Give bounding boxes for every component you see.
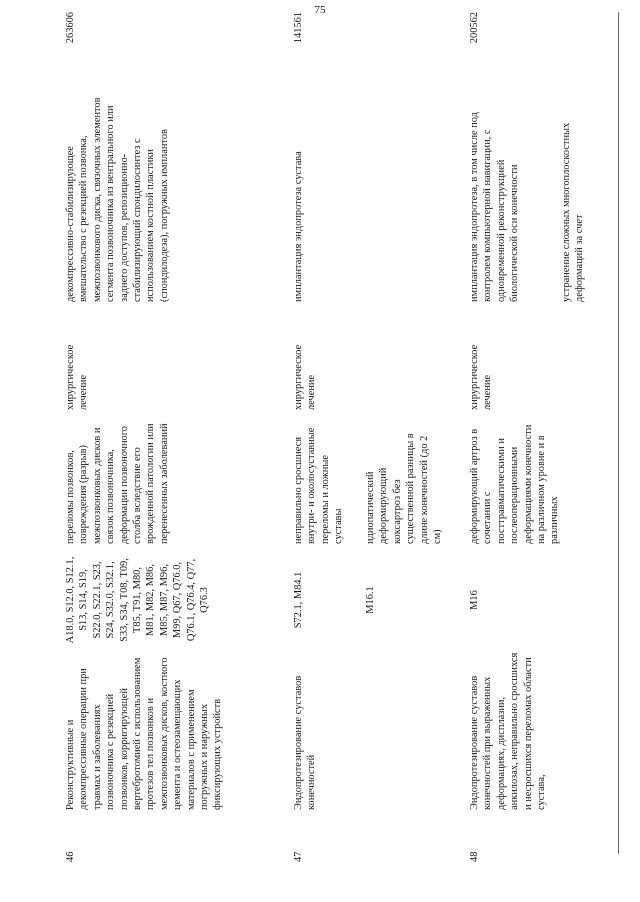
treatment-method-a: имплантация эндопротеза, в том числе под контролем компьютерной навигации, с одновременной реконструкцией биологической оси конечности: [469, 112, 521, 302]
procedures-table: [44, 12, 624, 862]
cost-value: 263606: [65, 12, 76, 44]
icd-codes: [292, 556, 376, 644]
treatment-type: хирургическое лечение: [65, 344, 90, 410]
treatment-method: декомпрессивно-стабилизирующее вмешательство с резекцией позвонка, межпозвонкового диска, связочных элементов сегмента позвоночника из вентрального или заднего доступов, репозиционно-стабилизирующий спондилосинтез с использованием костной пластики (спондилодеза), погружных имплантов: [65, 97, 170, 302]
icd-codes-b: M16.1: [365, 586, 376, 614]
patient-model-a: неправильно сросшиеся внутри- и околосуставные переломы и ложные суставы: [293, 427, 345, 544]
patient-model: переломы позвонков, повреждения (разрыв) межпозвонковых дисков и связок позвоночника, деформации позвоночного столба вследствие его врожденной патологии или перенесенных заболеваний: [65, 423, 170, 544]
procedure-name: Эндопротезирование суставов конечностей: [293, 675, 318, 810]
treatment-method: [468, 96, 586, 302]
table-row: [468, 12, 624, 862]
table-row: [64, 12, 284, 862]
icd-codes: M16: [469, 590, 480, 610]
treatment-type: хирургическое лечение: [293, 344, 318, 410]
row-number: 46: [65, 851, 76, 862]
procedure-name: Эндопротезирование суставов конечностей при выраженных деформациях, дисплазии, анкилозах, неправильно сросшихся и несросшихся переломах области сустава,: [469, 652, 548, 810]
treatment-method-b: устранение сложных многоплоскостных деформаций за счет: [561, 122, 586, 302]
cost-value: 141561: [293, 12, 304, 44]
procedure-name: Реконструктивные и декомпрессивные операции при травмах и заболеваниях позвоночника с резекцией позвонков, корригирующей вертебротомией с использованием протезов тел позвонков и межпозвонковых дисков, костного цемента и остеозамещающих материалов с применением погружных и наружных фиксирующих устройств: [65, 657, 224, 810]
patient-model: [292, 422, 444, 544]
bottom-rule: [618, 12, 619, 854]
row-number: 47: [293, 851, 304, 862]
icd-codes: A18.0, S12.0, S12.1, S13, S14, S19, S22.0, S22.1, S23, S24, S32.0, S32.1, S33, S34, T08, T09, T85, T91, M80, M81, M82, M86, M85, M87, M96, M99, Q67, Q76.0, Q76.1, Q76.4, Q77, Q76.3: [65, 556, 211, 644]
treatment-type: хирургическое лечение: [469, 344, 494, 410]
table-row: [292, 12, 466, 862]
treatment-method: имплантация эндопротеза сустава: [293, 151, 304, 302]
icd-codes-a: S72.1, M84.1: [293, 571, 304, 629]
patient-model: деформирующий артроз в сочетании с посттравматическими и послеоперационными деформациями конечности на различном уровне и в различных: [469, 424, 561, 544]
patient-model-b: идиопатический деформирующий коксартроз без существенной разницы в длине конечностей (до 2 см): [365, 433, 444, 544]
cost-value: 200562: [469, 12, 480, 44]
page-number: 75: [314, 4, 326, 16]
row-number: 48: [469, 851, 480, 862]
